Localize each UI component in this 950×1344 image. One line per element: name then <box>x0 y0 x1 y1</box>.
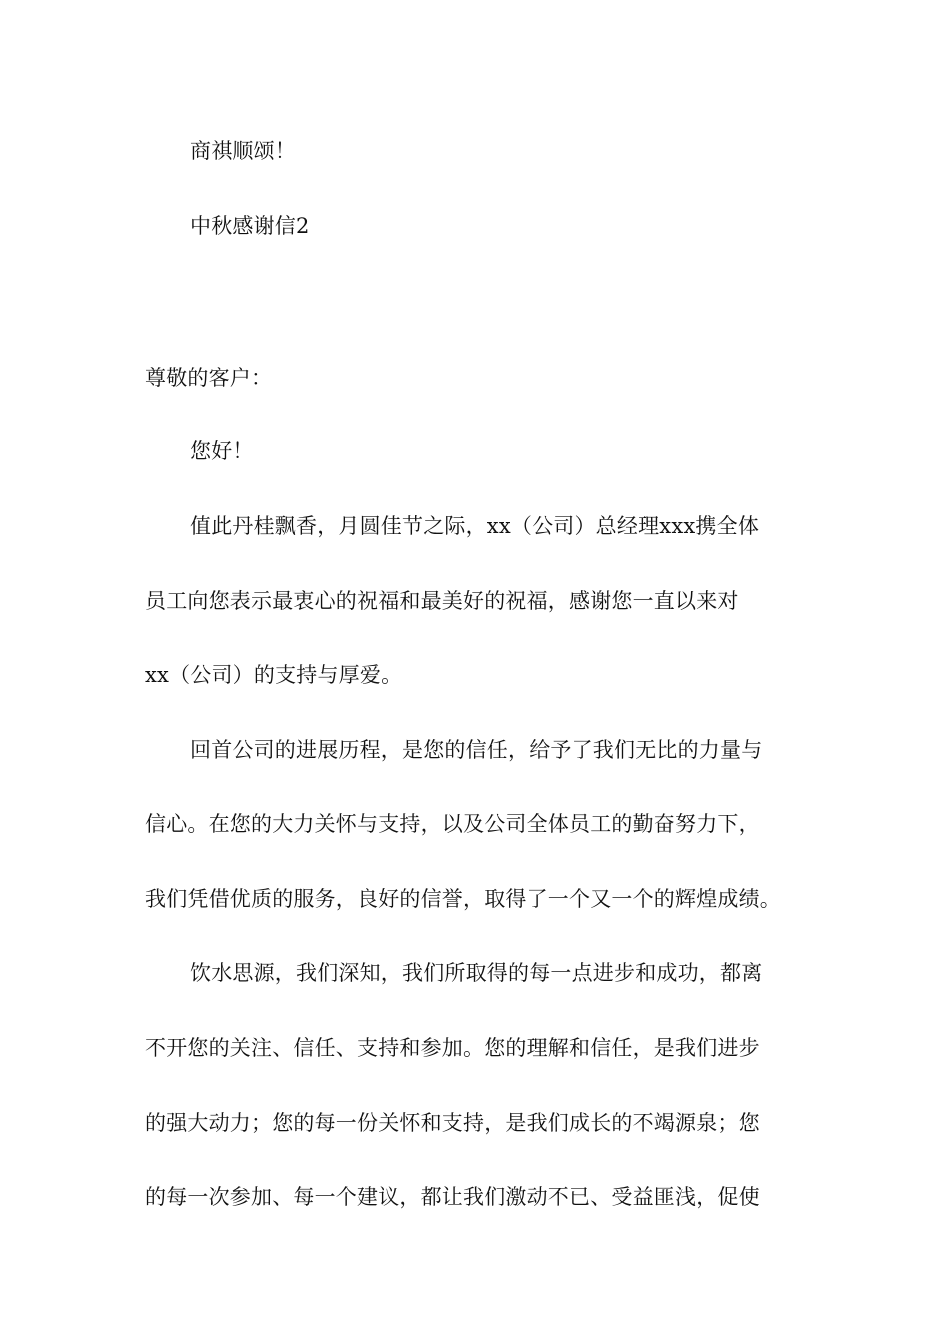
paragraph-2-line-1: 回首公司的进展历程，是您的信任，给予了我们无比的力量与 <box>190 738 763 762</box>
paragraph-1-line-2: 员工向您表示最衷心的祝福和最美好的祝福，感谢您一直以来对 <box>145 589 739 613</box>
paragraph-3-line-4: 的每一次参加、每一个建议，都让我们激动不已、受益匪浅，促使 <box>145 1185 760 1209</box>
closing-line: 商祺顺颂！ <box>190 139 296 163</box>
paragraph-3-line-3: 的强大动力；您的每一份关怀和支持，是我们成长的不竭源泉；您 <box>145 1111 760 1135</box>
paragraph-2-line-3: 我们凭借优质的服务，良好的信誉，取得了一个又一个的辉煌成绩。 <box>145 887 781 911</box>
paragraph-3-line-1: 饮水思源，我们深知，我们所取得的每一点进步和成功，都离 <box>190 961 763 985</box>
paragraph-3-line-2: 不开您的关注、信任、支持和参加。您的理解和信任，是我们进步 <box>145 1036 760 1060</box>
paragraph-1-line-3: xx（公司）的支持与厚爱。 <box>145 663 403 687</box>
greeting: 您好！ <box>190 439 254 463</box>
letter-title: 中秋感谢信2 <box>190 214 310 238</box>
salutation: 尊敬的客户： <box>145 366 273 390</box>
paragraph-1-line-1: 值此丹桂飘香，月圆佳节之际，xx（公司）总经理xxx携全体 <box>190 514 760 538</box>
paragraph-2-line-2: 信心。在您的大力关怀与支持，以及公司全体员工的勤奋努力下， <box>145 812 760 836</box>
